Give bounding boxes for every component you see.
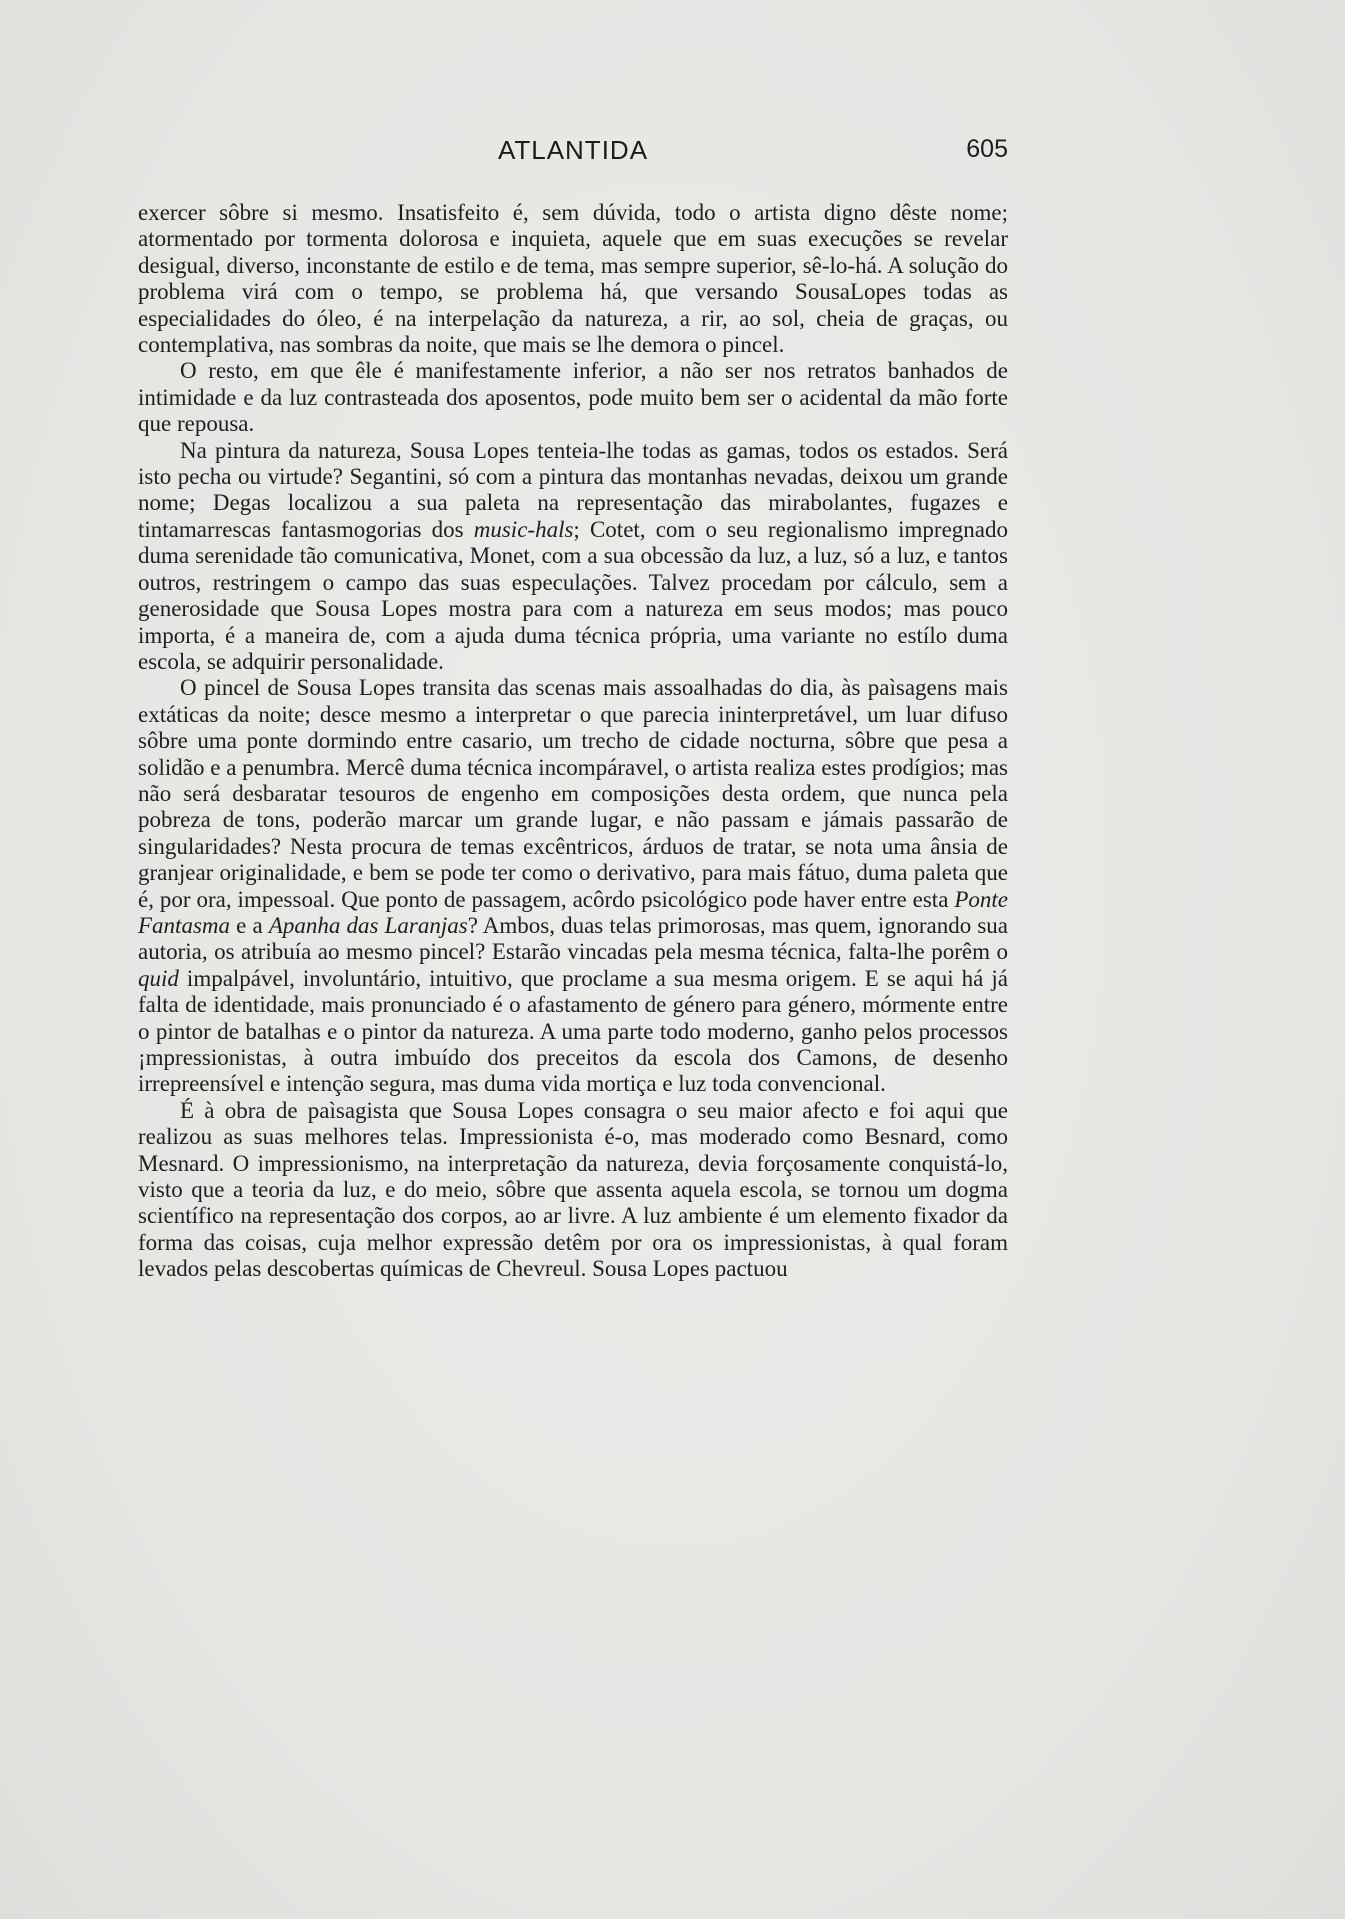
italic-term-quid: quid [138,965,179,991]
paragraph-3 [138,438,1008,676]
text-segment: exercer sôbre si mesmo. Insatisfeito é, sem dúvida, todo o artista digno dêste nome; atormentado por tormenta dolorosa e inquieta, aquele que em suas execuções se revelar desigual, diverso, inconstante de estilo e de tema, mas sempre superior, sê-lo-há. A solução do problema virá com o tempo, se problema há, que versando SousaLopes todas as especialidades do óleo, é na interpelação da natureza, a rir, ao sol, cheia de graças, ou contemplativa, nas sombras da noite, que mais se lhe demora o pincel. [138,200,1008,358]
text-segment: Na pintura da natureza, Sousa Lopes tenteia-lhe todas as gamas, todos os estados. Será isto pecha ou virtude? Segantini, só com a pintura das montanhas nevadas, deixou um grande nome; Degas localizou a sua paleta na representação das mirabolantes, fugazes e tintamarrescas fantasmogorias dos [138,437,1008,542]
italic-title-apanha-das-laranjas: Apanha das Laranjas [268,912,468,938]
text-segment: ? Ambos, duas telas primorosas, mas quem, ignorando sua autoria, os atribuía ao mesmo pincel? Estarão vincadas pela mesma técnica, falta-lhe porêm o [138,912,1008,965]
italic-title-ponte-fantasma: Ponte Fantasma [138,886,1008,938]
text-segment: ; Cotet, com o seu regionalismo impregnado duma serenidade tão comunicativa, Monet, com a sua obcessão da luz, a luz, só a luz, e tantos outros, restringem o campo das suas especulações. Talvez procedam por cálculo, sem a generosidade que Sousa Lopes mostra para com a natureza em seus modos; mas pouco importa, é a maneira de, com a ajuda duma técnica própria, uma variante no estílo duma escola, se adquirir personalidade. [138,516,1008,674]
text-segment: O pincel de Sousa Lopes transita das scenas mais assoalhadas do dia, às paìsagens mais extáticas da noite; desce mesmo a interpretar o que parecia ininterpretável, um luar difuso sôbre uma ponte dormindo entre casario, um trecho de cidade nocturna, sôbre que pesa a solidão e a penumbra. Mercê duma técnica incompáravel, o artista realiza estes prodígios; mas não será desbaratar tesouros de engenho em composições desta ordem, que nunca pela pobreza de tons, poderão marcar um grande lugar, e não passam e jámais passarão de singularidades? Nesta procura de temas excêntricos, árduos de tratar, se nota uma ânsia de granjear originalidade, e bem se pode ter como o derivativo, para mais fátuo, duma paleta que é, por ora, impessoal. Que ponto de passagem, acôrdo psicológico pode haver entre esta [138,675,1008,912]
paragraph-5 [138,1098,1008,1283]
page-header [138,135,1008,175]
text-segment: impalpável, involuntário, intuitivo, que proclame a sua mesma origem. E se aqui há já falta de identidade, mais pronunciado é o afastamento de género para género, mórmente entre o pintor de batalhas e o pintor da natureza. A uma parte todo moderno, ganho pelos processos ¡mpressionistas, à outra imbuído dos preceitos da escola dos Camons, de desenho irrepreensível e intenção segura, mas duma vida mortiça e luz toda convencional. [138,965,1008,1097]
italic-term-music-hals: music-hals [473,516,574,542]
text-segment: e a [230,912,269,938]
paragraph-4 [138,675,1008,1098]
body-text [138,200,1008,1283]
paragraph-2 [138,358,1008,437]
page-number: 605 [966,135,1008,163]
running-title: ATLANTIDA [497,135,649,165]
text-segment: É à obra de paìsagista que Sousa Lopes consagra o seu maior afecto e foi aqui que realizou as suas melhores telas. Impressionista é-o, mas moderado como Besnard, como Mesnard. O impressionismo, na interpretação da natureza, devia forçosamente conquistá-lo, visto que a teoria da luz, e do meio, sôbre que assenta aquela escola, se tornou um dogma scientífico na representação dos corpos, ao ar livre. A luz ambiente é um elemento fixador da forma das coisas, cuja melhor expressão detêm por ora os impressionistas, à qual foram levados pelas descobertas químicas de Chevreul. Sousa Lopes pactuou [138,1097,1008,1282]
text-segment: O resto, em que êle é manifestamente inferior, a não ser nos retratos banhados de intimidade e da luz contrasteada dos aposentos, pode muito bem ser o acidental da mão forte que repousa. [138,358,1008,437]
paragraph-1 [138,200,1008,358]
